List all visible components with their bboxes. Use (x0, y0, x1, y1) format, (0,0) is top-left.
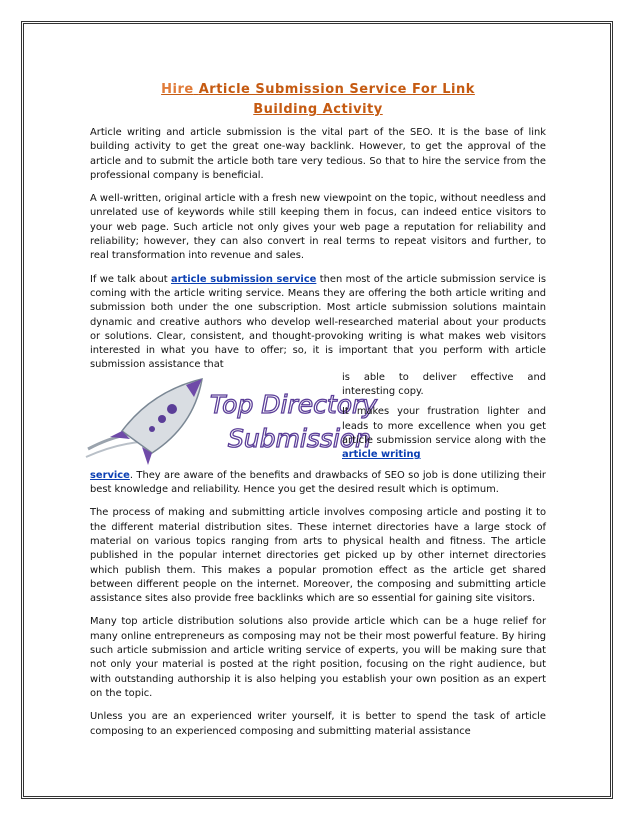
side-paragraph-2: It makes your frustration lighter and leads to more excellence when you get article submission service along with the article writing (342, 406, 546, 461)
logo-text-line2: Submission (228, 423, 372, 453)
document-body (90, 80, 546, 748)
title-line1: Article Submission Service For Link (198, 82, 475, 97)
page-title (90, 80, 546, 120)
title-word-hire: Hire (161, 82, 194, 97)
figure-row (90, 371, 546, 469)
paragraph-4: service. They are aware of the benefits and drawbacks of SEO so job is done utilizing their best knowledge and reliability. Hence you get the desired result which is optimum. (90, 469, 546, 496)
paragraph-7: Unless you are an experienced writer yourself, it is better to spend the task of article composing to an experienced composing and submitting material assistance (90, 711, 546, 737)
paragraph-3: If we talk about article submission service then most of the article submission service is coming with the article writing service. Means they are offering the both article writing and submission both under the one subscription. Most article submission solutions maintain dynamic and creative authors who develop well-researched material about your products or solutions. Clear, consistent, and thought-provoking writing is what makes web visitors interested in what you have to offer; so, it is important that you perform with article submission assistance that (90, 273, 546, 371)
rocket-logo-image (82, 371, 378, 469)
figure-side-text (342, 371, 546, 463)
side-paragraph-1: is able to deliver effective and interesting copy. (342, 371, 546, 398)
article-submission-service-link[interactable]: article submission service (170, 273, 317, 285)
paragraph-2: A well-written, original article with a fresh new viewpoint on the topic, without needless and unrelated use of keywords while still keeping them in focus, can indeed entice visitors to your web page. Such article not only gives your web page a reputation for reliability and reliability; however, they can also convert in real terms to repeat visitors and further, to real transformation into revenue and sales. (90, 193, 546, 262)
article-writing-link-part2[interactable]: service (90, 469, 130, 481)
paragraph-6: Many top article distribution solutions also provide article which can be a huge relief for many online entrepreneurs as composing may not be their most powerful feature. By hiring such article submission and article writing service of experts, you will be making sure that not only your material is posted at the right position, focusing on the right audience, but with outstanding authorship it is also helping you establish your own position as an expert on the topic. (90, 616, 546, 699)
paragraph-5: The process of making and submitting article involves composing article and posting it to the different material distribution sites. These internet directories have a large stock of material on various topics ranging from arts to physical health and fitness. The article published in the popular internet directories get picked up by other internet directories which publish them. This makes a popular promotion effect as the article get shared between different people on the internet. Moreover, the composing and submitting article assistance sites also provide free backlinks which are so essential for gaining site visitors. (90, 507, 546, 605)
title-line2: Building Activity (253, 102, 383, 117)
rocket-icon (110, 379, 202, 465)
article-writing-link-part1[interactable]: article writing (342, 449, 421, 461)
logo-text-line1: Top Directory (210, 389, 378, 419)
paragraph-1: Article writing and article submission is the vital part of the SEO. It is the base of link building activity to get the great one-way backlink. However, to get the approval of the article and to submit the article both tare very tedious. So that to hire the service from the professional company is beneficial. (90, 127, 546, 181)
